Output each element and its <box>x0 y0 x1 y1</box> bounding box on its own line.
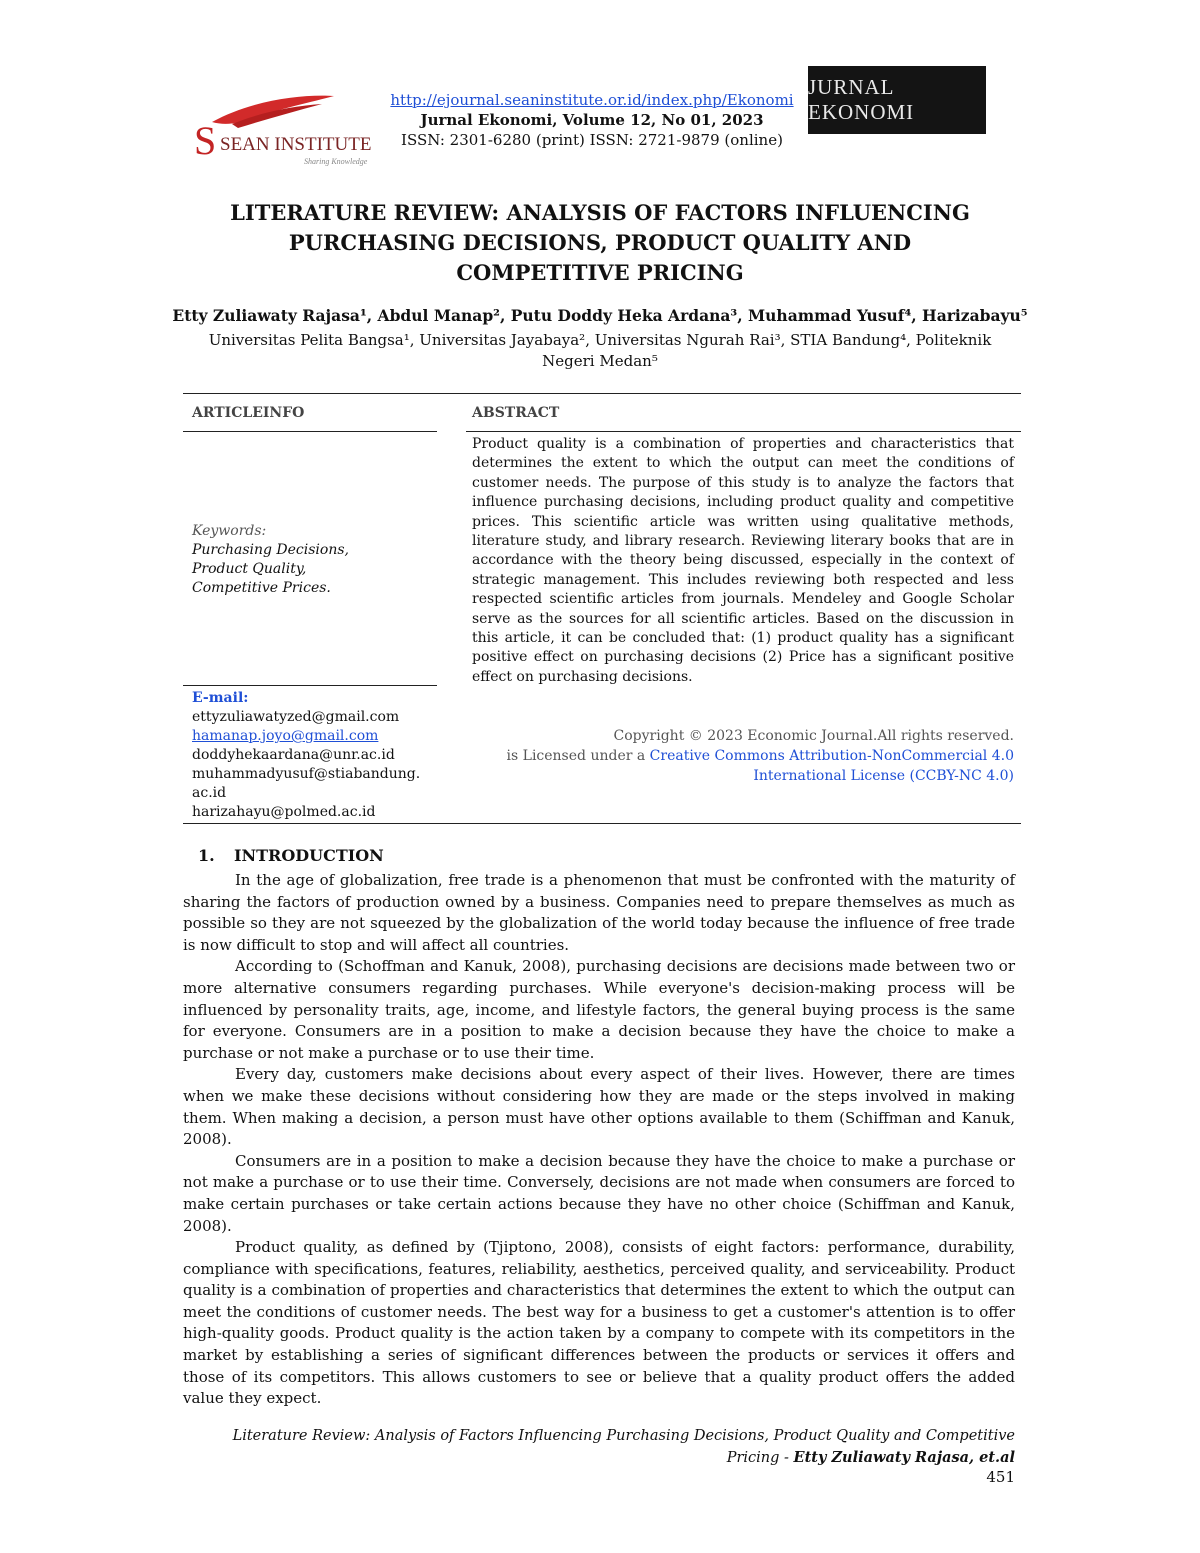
paper-title: LITERATURE REVIEW: ANALYSIS OF FACTORS INFLUENCING PURCHASING DECISIONS, PRODUCT QUALITY AND COMPETITIVE PRICING <box>230 200 970 285</box>
section-heading <box>198 846 384 865</box>
article-info-heading: ARTICLEINFO <box>192 405 305 421</box>
keyword-item: Purchasing Decisions, <box>192 542 349 558</box>
paper-affiliations: Universitas Pelita Bangsa¹, Universitas Jayabaya², Universitas Ngurah Rai³, STIA Bandung⁴, Politeknik Negeri Medan⁵ <box>208 331 992 370</box>
keyword-item: Competitive Prices. <box>192 580 331 596</box>
section-title: INTRODUCTION <box>234 846 384 865</box>
copyright-block <box>472 726 1014 786</box>
svg-text:Sharing Knowledge: Sharing Knowledge <box>304 157 368 166</box>
page-number: 451 <box>986 1468 1015 1486</box>
email-link[interactable]: hamanap.joyo@gmail.com <box>192 728 379 744</box>
keywords-label: Keywords: <box>192 523 267 539</box>
journal-header <box>388 90 796 150</box>
email-item: harizahayu@polmed.ac.id <box>192 804 376 820</box>
svg-text:S: S <box>194 118 217 163</box>
top-rule <box>183 393 1021 394</box>
journal-url-link[interactable]: http://ejournal.seaninstitute.or.id/index.php/Ekonomi <box>390 91 794 109</box>
bottom-rule <box>183 823 1021 824</box>
info-rule <box>183 431 437 432</box>
section-number: 1. <box>198 846 215 865</box>
journal-cover-logo <box>808 66 986 134</box>
email-item: ac.id <box>192 785 227 801</box>
journal-issn: ISSN: 2301-6280 (print) ISSN: 2721-9879 (online) <box>401 131 783 149</box>
running-footer <box>183 1426 1015 1469</box>
email-rule <box>183 685 437 686</box>
license-link[interactable]: Creative Commons Attribution-NonCommercial 4.0 International License (CCBY-NC 4.0) <box>649 748 1014 784</box>
copyright-text: Copyright © 2023 Economic Journal.All rights reserved. <box>613 728 1014 744</box>
body-text <box>183 870 1015 1410</box>
body-paragraph: Every day, customers make decisions about every aspect of their lives. However, there are times when we make these decisions without considering how they are made or the steps involved in making them. When making a decision, a person must have other options available to them (Schiffman and Kanuk, 2008). <box>183 1065 1015 1149</box>
journal-volume: Jurnal Ekonomi, Volume 12, No 01, 2023 <box>420 111 764 129</box>
abstract-heading: ABSTRACT <box>472 405 560 421</box>
email-item: ettyzuliawatyzed@gmail.com <box>192 709 400 725</box>
paper-authors: Etty Zuliawaty Rajasa¹, Abdul Manap², Putu Doddy Heka Ardana³, Muhammad Yusuf⁴, Harizabayu⁵ <box>172 306 1028 325</box>
keywords-block <box>192 522 432 598</box>
abstract-rule <box>466 431 1021 432</box>
body-paragraph: According to (Schoffman and Kanuk, 2008), purchasing decisions are decisions made between two or more alternative consumers regarding purchases. While everyone's decision-making process will be influenced by personality traits, age, income, and lifestyle factors, the general buying process is the same for everyone. Consumers are in a position to make a decision because they have the choice to make a purchase or not make a purchase or to use their time. <box>183 957 1015 1062</box>
keyword-item: Product Quality, <box>192 561 307 577</box>
body-paragraph: Product quality, as defined by (Tjiptono, 2008), consists of eight factors: performance, durability, compliance with specifications, features, reliability, aesthetics, perceived quality, and serviceability. Product quality is a combination of properties and characteristics that determines the extent to which the output can meet the conditions of customer needs. The best way for a business to get a customer's attention is to offer high-quality goods. Product quality is the action taken by a company to compete with its competitors in the market by establishing a series of significant differences between the products or services it offers and those of its competitors. This allows customers to see or believe that a quality product offers the added value they expect. <box>183 1238 1015 1408</box>
abstract-text: Product quality is a combination of properties and characteristics that determines the extent to which the output can meet the conditions of customer needs. The purpose of this study is to analyze the factors that influence purchasing decisions, including product quality and competitive prices. This scientific article was written using qualitative methods, literature study, and library research. Reviewing literary books that are in accordance with the theory being discussed, especially in the context of strategic management. This includes reviewing both respected and less respected scientific articles from journals. Mendeley and Google Scholar serve as the sources for all scientific articles. Based on the discussion in this article, it can be concluded that: (1) product quality has a significant positive effect on purchasing decisions (2) Price has a significant positive effect on purchasing decisions. <box>472 436 1014 685</box>
body-paragraph: In the age of globalization, free trade is a phenomenon that must be confronted with the maturity of sharing the factors of production owned by a business. Companies need to prepare themselves as much as possible so they are not squeezed by the globalization of the world today because the influence of free trade is now difficult to stop and will affect all countries. <box>183 871 1015 954</box>
email-block <box>192 689 432 822</box>
email-item: muhammadyusuf@stiabandung. <box>192 766 421 782</box>
body-paragraph: Consumers are in a position to make a decision because they have the choice to make a purchase or not make a purchase or to use their time. Conversely, decisions are not made when consumers are forced to make certain purchases or take certain actions because they have no other choice (Schiffman and Kanuk, 2008). <box>183 1151 1015 1235</box>
svg-text:SEAN INSTITUTE: SEAN INSTITUTE <box>220 134 372 155</box>
license-prefix: is Licensed under a <box>506 748 650 764</box>
running-title: Literature Review: Analysis of Factors Influencing Purchasing Decisions, Product Quality and Competitive Pricing - <box>232 1428 1015 1466</box>
journal-cover-text: JURNAL EKONOMI <box>808 75 915 124</box>
publisher-logo <box>192 92 382 170</box>
email-item: doddyhekaardana@unr.ac.id <box>192 747 395 763</box>
email-label: E-mail: <box>192 690 249 706</box>
running-author: Etty Zuliawaty Rajasa, et.al <box>793 1449 1015 1466</box>
